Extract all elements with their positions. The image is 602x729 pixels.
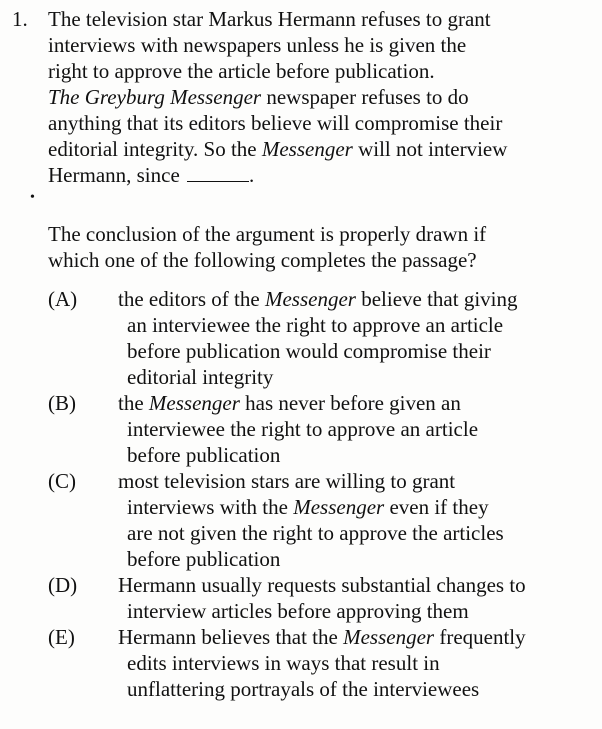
choice-line: Hermann usually requests substantial changes to xyxy=(118,573,526,597)
choice-line: interview articles before approving them xyxy=(127,599,469,623)
choice-line: before publication would compromise their xyxy=(127,339,491,363)
choice-c[interactable] xyxy=(48,468,588,572)
stimulus-passage xyxy=(48,6,568,188)
stimulus-line: right to approve the article before publication. xyxy=(48,59,435,83)
choice-letter: (A) xyxy=(48,287,78,311)
choice-line: are not given the right to approve the articles xyxy=(127,521,504,545)
choice-line: the Messenger has never before given an xyxy=(118,391,461,415)
stem-line: which one of the following completes the passage? xyxy=(48,248,477,272)
choice-line: Hermann believes that the Messenger frequently xyxy=(118,625,526,649)
choice-b[interactable] xyxy=(48,390,588,468)
stimulus-line: anything that its editors believe will compromise their xyxy=(48,111,503,135)
stimulus-line: editorial integrity. So the Messenger will not interview xyxy=(48,137,508,161)
choice-d[interactable] xyxy=(48,572,588,624)
question-number: 1. xyxy=(12,7,28,31)
choice-line: unflattering portrayals of the interviewees xyxy=(127,677,480,701)
stimulus-line-text: Hermann, since xyxy=(48,163,180,187)
choice-letter: (C) xyxy=(48,469,76,493)
bullet-mark: • xyxy=(30,190,35,205)
choice-line: before publication xyxy=(127,547,281,571)
choice-line: before publication xyxy=(127,443,281,467)
choice-line: edits interviews in ways that result in xyxy=(127,651,440,675)
choice-e[interactable] xyxy=(48,624,588,702)
question-stem xyxy=(48,221,568,273)
choice-letter: (D) xyxy=(48,573,78,597)
choice-line: the editors of the Messenger believe that giving xyxy=(118,287,518,311)
stimulus-last-line xyxy=(48,162,568,188)
answer-choices xyxy=(48,286,588,702)
choice-line: an interviewee the right to approve an article xyxy=(127,313,504,337)
stimulus-line: interviews with newspapers unless he is given the xyxy=(48,33,467,57)
choice-letter: (B) xyxy=(48,391,76,415)
stimulus-line: The Greyburg Messenger newspaper refuses to do xyxy=(48,85,469,109)
stimulus-line: The television star Markus Hermann refuses to grant xyxy=(48,7,491,31)
choice-line: interviews with the Messenger even if they xyxy=(127,495,489,519)
choice-a[interactable] xyxy=(48,286,588,390)
choice-line: most television stars are willing to grant xyxy=(118,469,456,493)
choice-line: editorial integrity xyxy=(127,365,274,389)
stimulus-end-punct: . xyxy=(249,163,255,187)
choice-line: interviewee the right to approve an article xyxy=(127,417,479,441)
stem-line: The conclusion of the argument is properly drawn if xyxy=(48,222,487,246)
answer-blank xyxy=(187,163,249,182)
choice-letter: (E) xyxy=(48,625,75,649)
